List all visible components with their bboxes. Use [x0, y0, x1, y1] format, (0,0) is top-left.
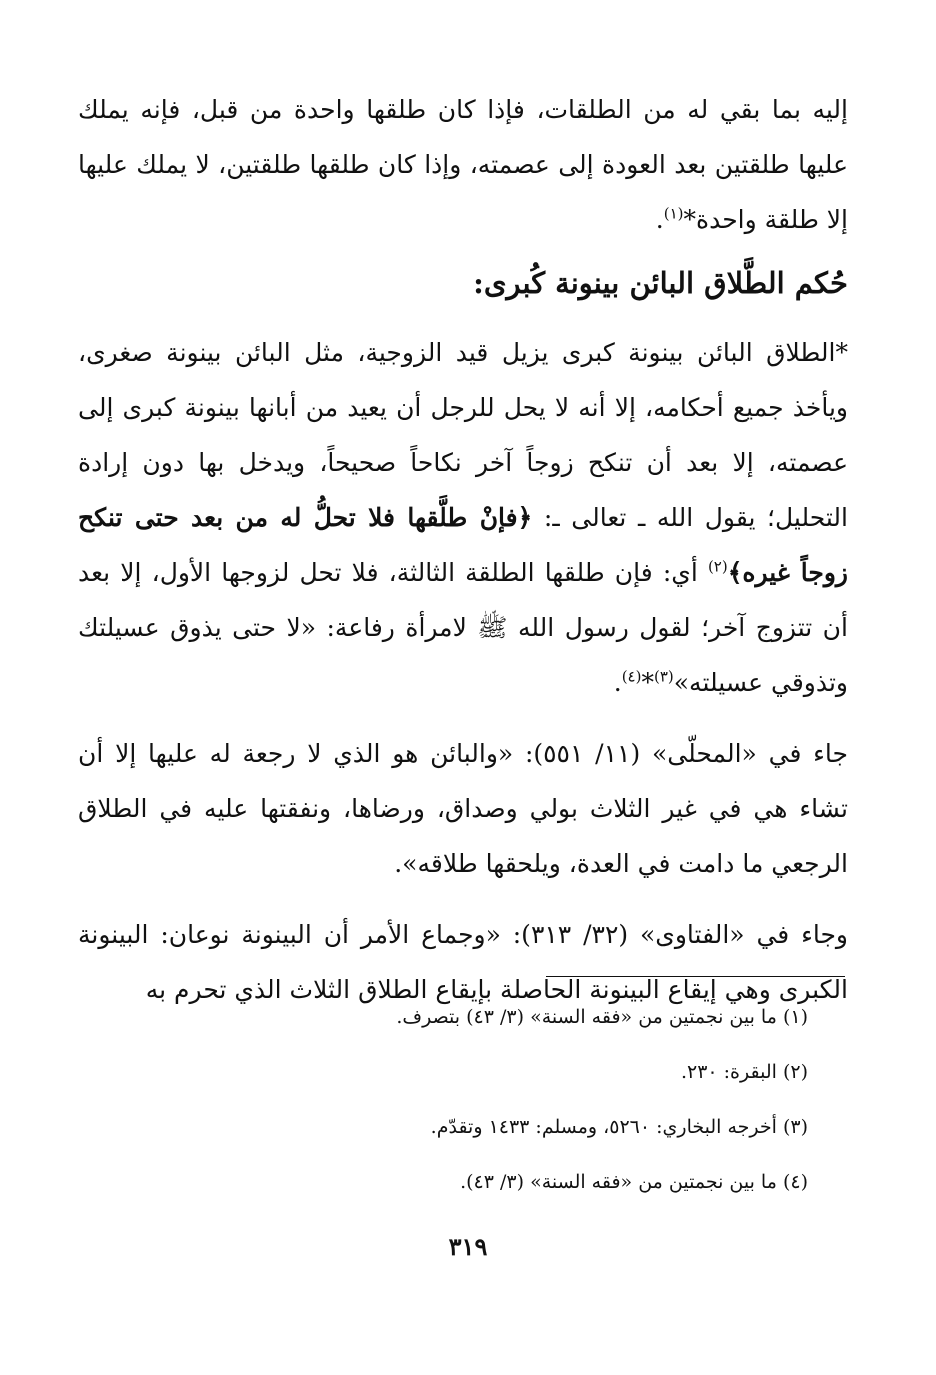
footnote-ref-2: (٢) — [707, 557, 728, 576]
footnote-ref-1: (١) — [663, 204, 684, 223]
quran-verse: ﴿فإنْ طلَّقها فلا تحلُّ له من بعد حتى تنكح زوجاً غيره﴾ — [78, 503, 848, 587]
period: . — [613, 668, 622, 697]
section-heading: حُكم الطَّلاق البائن بينونة كُبرى: — [473, 266, 848, 300]
paragraph-2 — [78, 325, 848, 710]
page-body — [78, 82, 848, 1033]
page-number: ٣١٩ — [448, 1232, 488, 1261]
footnote-ref-3: (٣) — [653, 667, 674, 686]
footnote-1: (١) ما بين نجمتين من «فقه السنة» (٣/ ٤٣) بتصرف. — [396, 1006, 808, 1028]
footnote-2: (٢) البقرة: ٢٣٠. — [680, 1061, 808, 1083]
paragraph-1-text: إليه بما بقي له من الطلقات، فإذا كان طلقها واحدة من قبل، فإنه يملك عليها طلقتين بعد العودة إلى عصمته، وإذا كان طلقها طلقتين، لا يملك عليها إلا طلقة واحدة — [78, 95, 848, 234]
footnote-4: (٤) ما بين نجمتين من «فقه السنة» (٣/ ٤٣). — [460, 1171, 808, 1193]
asterisk-marker: * — [641, 668, 654, 697]
asterisk-marker: * — [683, 205, 696, 234]
paragraph-3: جاء في «المحلّى» (١١/ ٥٥١): «والبائن هو الذي لا رجعة له عليها إلا أن تشاء هي في غير الثلاث بولي وصداق، ورضاها، ونفقتها عليه في الطلاق الرجعي ما دامت في العدة، ويلحقها طلاقه». — [78, 739, 848, 878]
paragraph-2-continuation: أي: فإن طلقها الطلقة الثالثة، فلا تحل لزوجها الأول، إلا بعد أن تتزوج آخر؛ لقول رسول الله ﷺ لامرأة رفاعة: «لا حتى يذوق عسيلتك وتذوقي عسيلته» — [78, 558, 848, 697]
footnote-ref-4: (٤) — [621, 667, 642, 686]
paragraph-2-text: *الطلاق البائن بينونة كبرى يزيل قيد الزوجية، مثل البائن بينونة صغرى، ويأخذ جميع أحكامه، إلا أنه لا يحل للرجل أن يعيد من أبانها بينونة كبرى إلى عصمته، إلا بعد أن تنكح زوجاً آخر نكاحاً صحيحاً، ويدخل بها دون إرادة التحليل؛ يقول الله ـ تعالى ـ: — [78, 338, 848, 532]
paragraph-4: وجاء في «الفتاوى» (٣٢/ ٣١٣): «وجماع الأمر أن البينونة نوعان: البينونة الكبرى وهي إيقاع البينونة الحاصلة بإيقاع الطلاق الثلاث الذي تحرم به — [78, 920, 848, 1004]
period: . — [655, 205, 664, 234]
footnotes — [78, 990, 808, 1210]
paragraph-1 — [78, 82, 848, 247]
footnote-3: (٣) أخرجه البخاري: ٥٢٦٠، ومسلم: ١٤٣٣ وتقدّم. — [430, 1116, 808, 1138]
footnote-divider — [546, 976, 845, 977]
